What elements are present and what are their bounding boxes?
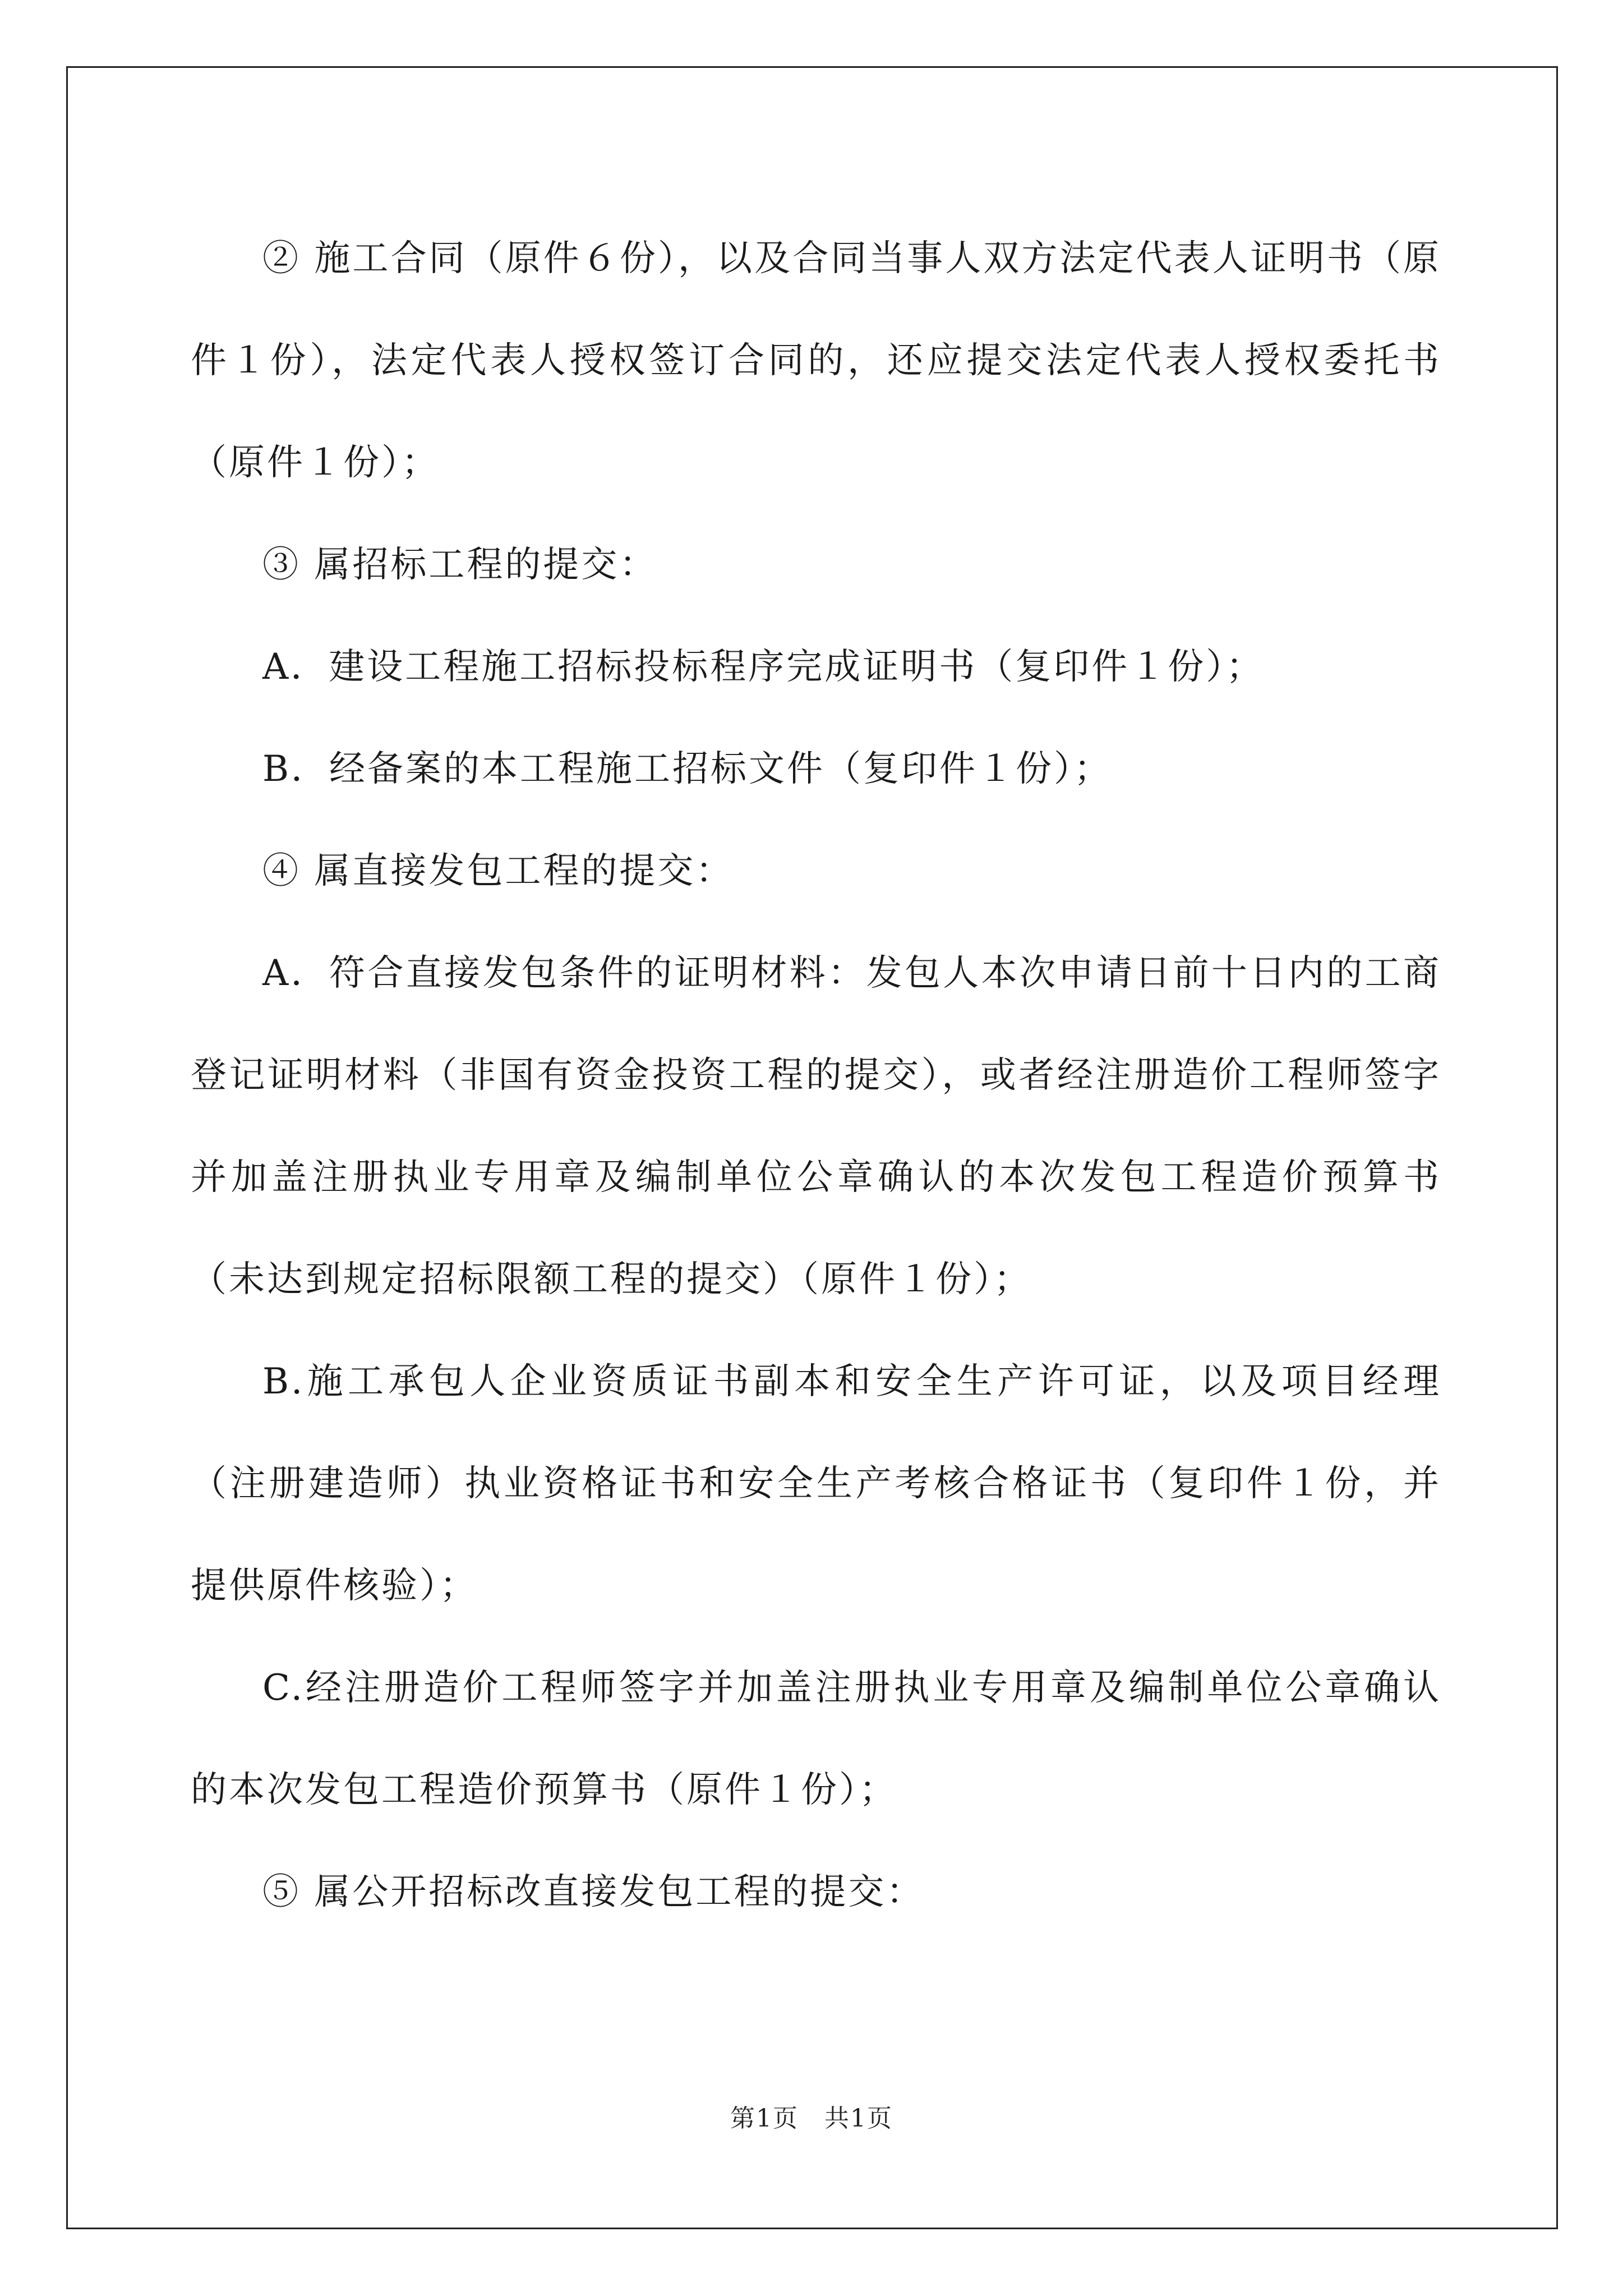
page-footer <box>0 2098 1623 2134</box>
paragraph-tender-b: B．经备案的本工程施工招标文件（复印件１份）； <box>262 748 1113 790</box>
document-body <box>191 208 1441 1943</box>
paragraph-open-to-direct-heading: ⑤ 属公开招标改直接发包工程的提交： <box>262 1871 925 1913</box>
paragraph-direct-c: C.经注册造价工程师签字并加盖注册执业专用章及编制单位公章确认的本次发包工程造价预算书（原件１份）； <box>191 1667 1441 1811</box>
paragraph-tender-heading: ③ 属招标工程的提交： <box>262 544 658 586</box>
paragraph-direct-a: A．符合直接发包条件的证明材料：发包人本次申请日前十日内的工商登记证明材料（非国有资金投资工程的提交），或者经注册造价工程师签字并加盖注册执业专用章及编制单位公章确认的本次发包工程造价预算书（未达到规定招标限额工程的提交）（原件１份）； <box>191 953 1441 1300</box>
page-number-label: 第1页 共1页 <box>730 2104 893 2133</box>
paragraph-tender-a: A．建设工程施工招标投标程序完成证明书（复印件１份）； <box>262 646 1265 688</box>
paragraph-direct-b: B.施工承包人企业资质证书副本和安全生产许可证，以及项目经理（注册建造师）执业资格证书和安全生产考核合格证书（复印件１份，并提供原件核验）； <box>191 1361 1441 1607</box>
paragraph-contract: ② 施工合同（原件６份），以及合同当事人双方法定代表人证明书（原件１份），法定代表人授权签订合同的，还应提交法定代表人授权委托书（原件１份）； <box>191 238 1441 484</box>
paragraph-direct-heading: ④ 属直接发包工程的提交： <box>262 850 734 892</box>
